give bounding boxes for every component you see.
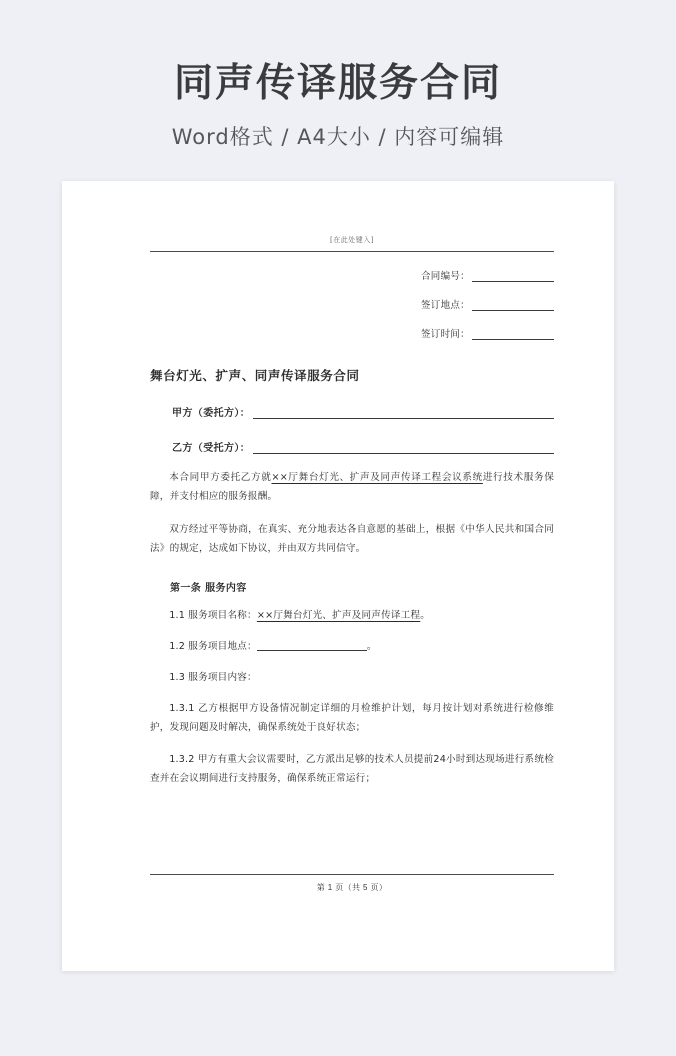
banner-title: 同声传译服务合同 [173,61,502,106]
clause-pre-text: 1.1 服务项目名称： [169,609,257,621]
meta-blank-field[interactable] [472,300,554,311]
clause-pre-text: 1.3 服务项目内容： [169,671,257,683]
party-label: 乙方（受托方）： [172,442,251,454]
clause-blank-field[interactable] [257,639,367,651]
preamble-paragraph: 双方经过平等协商，在真实、充分地表达各自意愿的基础上，根据《中华人民共和国合同法》的规定，达成如下协议，并由双方共同信守。 [150,524,554,555]
intro-paragraph [150,468,554,506]
meta-row [150,268,554,282]
party-row-first [150,404,554,419]
document-page [62,181,614,971]
meta-label: 签订地点： [420,299,470,311]
intro-underlined-text: ××厅舞台灯光、扩声及同声传译工程会议系统 [271,471,483,483]
clause-1-1 [150,606,554,625]
banner-subtitle: Word格式 / A4大小 / 内容可编辑 [171,124,505,149]
clause-1-3-1: 1.3.1 乙方根据甲方设备情况制定详细的月检维护计划，每月按计划对系统进行检修维护，发现问题及时解决，确保系统处于良好状态； [150,703,554,734]
document-title: 舞台灯光、扩声、同声传译服务合同 [150,367,360,383]
meta-blank-field[interactable] [472,271,554,282]
footer-divider [150,874,554,875]
intro-pre-text: 本合同甲方委托乙方就 [169,471,272,483]
intro-post-text: 进行技术服务保障，并支付相应的服务报酬。 [150,471,554,503]
clause-pre-text: 1.2 服务项目地点： [169,640,257,652]
party-label: 甲方（委托方）： [172,407,251,419]
meta-blank-field[interactable] [472,329,554,340]
clause-1-3 [150,668,554,687]
party-blank-field[interactable] [253,407,554,419]
clause-1-3-2: 1.3.2 甲方有重大会议需要时，乙方派出足够的技术人员提前24小时到达现场进行系统检查并在会议期间进行支持服务，确保系统正常运行； [150,753,554,784]
party-blank-field[interactable] [253,442,554,454]
clause-post-text: 。 [420,609,431,621]
header-divider [150,251,554,252]
meta-label: 合同编号： [420,270,470,282]
meta-row [150,297,554,311]
party-row-second [150,439,554,454]
header-placeholder: [在此处键入] [330,235,374,244]
promo-banner [0,0,676,151]
contract-meta-list [150,268,554,340]
section-heading: 第一条 服务内容 [170,582,247,594]
meta-label: 签订时间： [420,328,470,340]
document-body [150,181,554,971]
clause-post-text: 。 [366,640,377,652]
page-footer [150,874,554,893]
clause-underlined-text: ××厅舞台灯光、扩声及同声传译工程 [256,609,421,621]
clause-1-2 [150,637,554,656]
meta-row [150,326,554,340]
page-number: 第 1 页（共 5 页） [316,882,388,892]
